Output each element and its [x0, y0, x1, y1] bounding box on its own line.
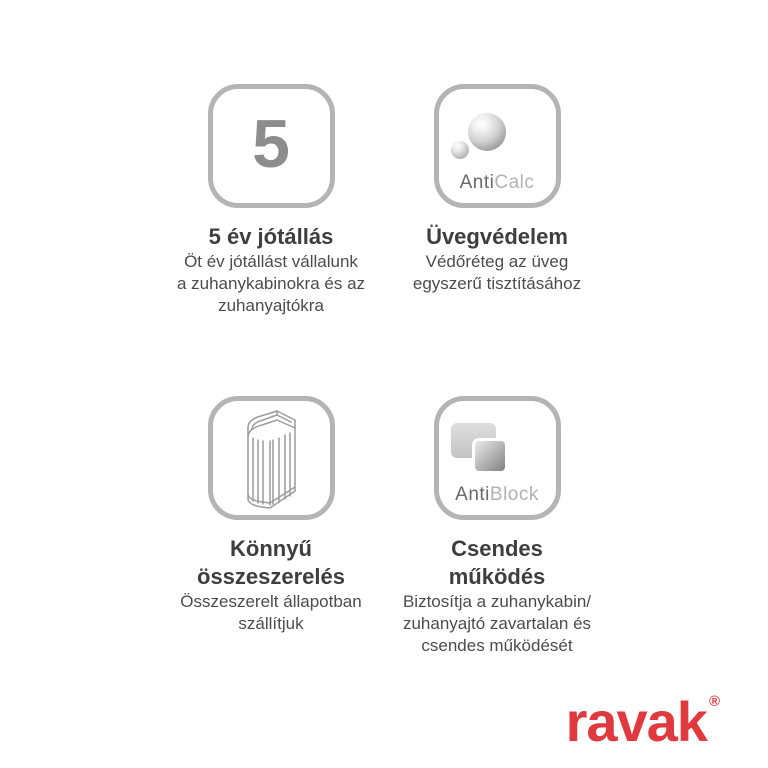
anticalc-label: AntiCalc: [459, 172, 535, 193]
bubble-large-icon: [468, 113, 506, 151]
feature-antiblock: [384, 396, 610, 657]
feature-description: Biztosítja a zuhanykabin/ zuhanyajtó zavartalan és csendes működését: [402, 592, 592, 655]
feature-warranty: [158, 84, 384, 317]
ravak-logo-text: ravak: [565, 690, 707, 753]
ravak-logo: [565, 690, 720, 753]
number-5-glyph: 5: [252, 106, 290, 182]
antiblock-label: AntiBlock: [455, 484, 539, 505]
feature-description: Összeszerelt állapotban szállítjuk: [180, 592, 362, 633]
warranty-5-icon: [208, 84, 335, 208]
feature-description: Öt év jótállást vállalunk a zuhanykabinokra és az zuhanyajtókra: [176, 252, 366, 315]
bubble-small-icon: [451, 141, 469, 159]
anticalc-icon: [434, 84, 561, 208]
feature-anticalc: [384, 84, 610, 317]
feature-title: Üvegvédelem: [426, 224, 568, 249]
antiblock-icon: [434, 396, 561, 520]
features-grid: [158, 84, 610, 657]
feature-title: Könnyű összeszerelés: [197, 536, 345, 589]
feature-title: Csendes működés: [448, 536, 546, 589]
registered-trademark-icon: ®: [708, 693, 720, 710]
block-front-square-icon: [472, 438, 508, 474]
shower-cabin-drawing: [240, 404, 302, 512]
shower-cabin-icon: [208, 396, 335, 520]
feature-title: 5 év jótállás: [208, 224, 334, 249]
feature-description: Védőréteg az üveg egyszerű tisztításához: [412, 252, 582, 293]
feature-easy-assembly: [158, 396, 384, 657]
